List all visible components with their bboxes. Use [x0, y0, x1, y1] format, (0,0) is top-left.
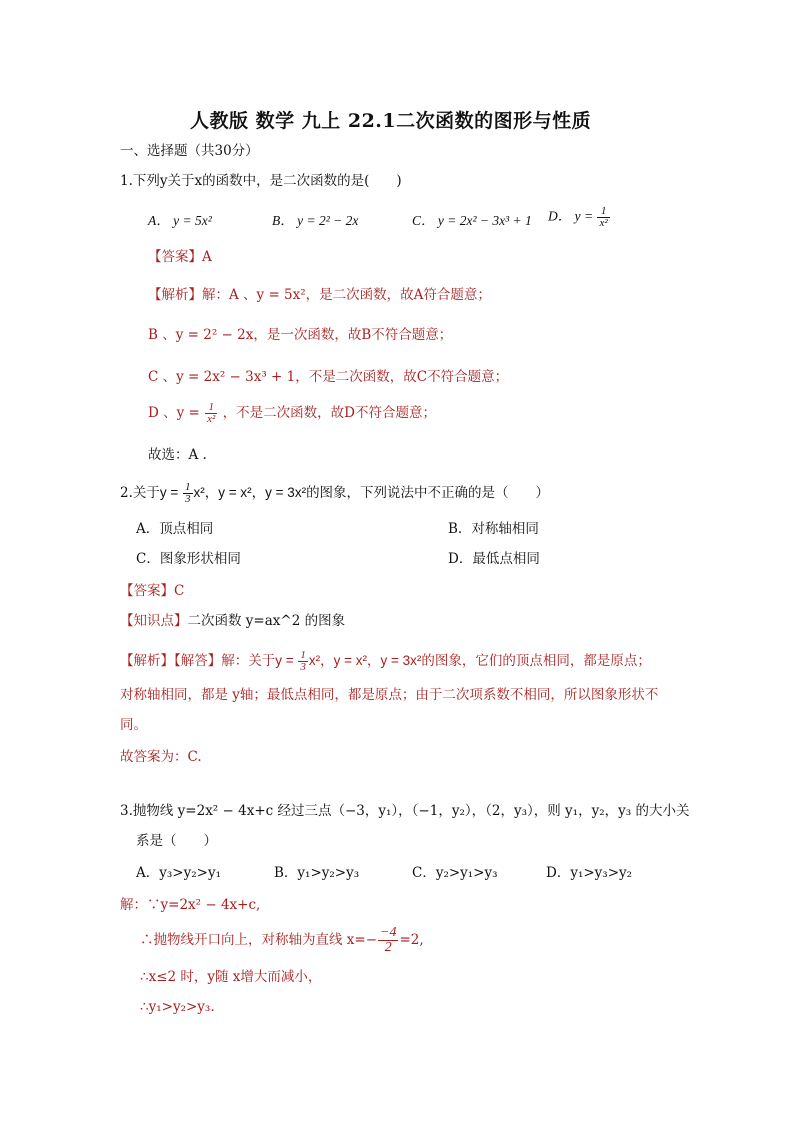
q1-option-d-denominator: x² [599, 217, 608, 229]
q2-option-c: C．图象形状相同 [136, 551, 241, 567]
q2-stem [120, 482, 549, 505]
q2-analysis-f1-pre: y = [275, 653, 298, 669]
q3-option-c: C．y₂>y₁>y₃ [412, 865, 498, 881]
q2-analysis-label: 【解析】【解答】 [120, 653, 222, 670]
q1-stem: 1.下列y关于x的函数中，是二次函数的是( ) [120, 173, 402, 189]
q1-analysis-d-denominator: x² [207, 413, 216, 425]
q2-analysis-prefix: 解：关于 [221, 653, 276, 670]
q1-analysis: 【解析】解：A 、y = 5x²，是二次函数，故A符合题意； [148, 287, 491, 303]
q1-choice: 故选：A . [148, 447, 207, 463]
q3-option-b: B．y₁>y₂>y₃ [274, 865, 360, 881]
q2-analysis-f1-denominator: 3 [300, 661, 306, 673]
q1-analysis-d-numerator: 1 [205, 402, 217, 414]
q1-option-a: A． y = 5x² [148, 213, 212, 228]
q2-analysis [120, 650, 651, 673]
q2-analysis-suffix: 的图象，它们的顶点相同，都是原点； [421, 653, 651, 670]
q2-f1-pre: y = [159, 485, 183, 501]
q1-analysis-d-suffix: ，不是二次函数，故D不符合题意； [222, 405, 436, 421]
q2-option-a: A．顶点相同 [136, 521, 214, 537]
q2-f1-post: x² [193, 485, 205, 501]
q3-solution-4: ∴y₁>y₂>y₃. [140, 999, 215, 1015]
q3-solution-2-numerator: −4 [380, 925, 397, 940]
q1-analysis-c: C 、y = 2x² − 3x³ + 1，不是二次函数，故C不符合题意； [148, 369, 509, 385]
q3-solution-2-prefix: ∴抛物线开口向上，对称轴为直线 x=− [140, 932, 378, 948]
q3-option-a: A．y₃>y₂>y₁ [136, 865, 221, 881]
q2-option-b: B．对称轴相同 [448, 521, 539, 537]
q1-analysis-d-prefix: D 、y = [148, 405, 200, 421]
section-heading: 一、选择题（共30分） [120, 143, 259, 159]
q2-result: 故答案为：C. [120, 749, 202, 765]
q2-knowledge [120, 612, 345, 630]
q2-answer: 【答案】C [120, 583, 185, 599]
q2-option-d: D．最低点相同 [448, 551, 540, 567]
q2-stem-prefix: 2.关于 [120, 485, 160, 502]
q2-analysis-function-2: ，y = x²， [320, 653, 381, 669]
q2-f1-denominator: 3 [185, 493, 191, 505]
q3-stem-line-1: 3.抛物线 y=2x² − 4x+c 经过三点（−3，y₁），（−1，y₂），（2，y₃），则 y₁，y₂，y₃ 的大小关 [120, 803, 690, 819]
q2-function-1 [159, 481, 205, 505]
q2-f1-numerator: 1 [185, 481, 191, 493]
q2-analysis-f1-numerator: 1 [300, 649, 306, 661]
q1-option-d-numerator: 1 [597, 206, 609, 218]
q1-analysis-b: B 、y = 2² − 2x，是一次函数，故B不符合题意； [148, 327, 453, 343]
q1-option-d-prefix: D． y = [548, 208, 594, 224]
document-title: 人教版 数学 九上 22.1二次函数的图形与性质 [190, 110, 592, 132]
q3-option-d: D．y₁>y₃>y₂ [546, 865, 633, 881]
q2-analysis-function-1 [275, 649, 321, 673]
q3-stem-line-2: 系是（ ） [136, 833, 217, 849]
q2-stem-suffix: 的图象，下列说法中不正确的是（ ） [306, 485, 550, 502]
q2-knowledge-text: 二次函数 y=ax^2 的图象 [187, 613, 346, 629]
q2-analysis-line-2: 对称轴相同，都是 y轴；最低点相同，都是原点；由于二次项系数不相同，所以图象形状不 [120, 687, 659, 703]
q2-knowledge-label: 【知识点】 [120, 613, 188, 629]
q1-option-d [548, 206, 611, 229]
q2-analysis-f1-post: x² [308, 653, 321, 669]
q2-function-3: y = 3x² [265, 485, 307, 501]
q1-option-c: C． y = 2x² − 3x³ + 1 [412, 213, 532, 228]
q3-solution-2-suffix: =2, [399, 932, 424, 948]
q2-function-2: ，y = x²， [204, 485, 266, 501]
q1-analysis-d [148, 402, 436, 425]
q3-solution-2-denominator: 2 [384, 940, 392, 955]
q3-solution-3: ∴x≤2 时，y随 x增大而减小， [140, 969, 322, 985]
q2-analysis-function-3: y = 3x² [380, 653, 422, 669]
q3-solution-1: 解：∵y=2x² − 4x+c, [120, 897, 261, 913]
q2-analysis-line-3: 同。 [120, 717, 147, 733]
q3-solution-2 [140, 926, 424, 955]
q1-answer: 【答案】A [148, 249, 212, 265]
q1-option-b: B． y = 2² − 2x [272, 213, 359, 228]
